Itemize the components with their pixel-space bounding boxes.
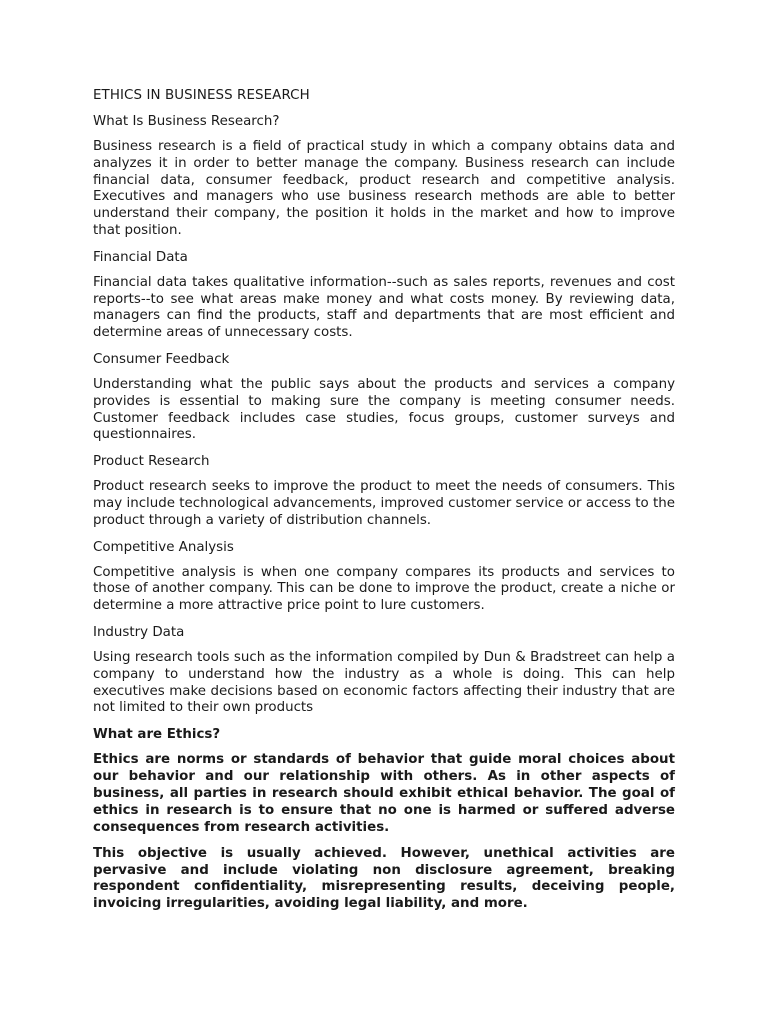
ethics-paragraph-1: Ethics are norms or standards of behavior that guide moral choices about our behavior and our relationship with others. As in other aspects of business, all parties in research should exhibit ethical behavior. The goal of ethics in research is to ensure that no one is harmed or suffered adverse consequences from research activities. (93, 752, 675, 835)
section-body-industry-data: Using research tools such as the information compiled by Dun & Bradstreet can help a company to understand how the industry as a whole is doing. This can help executives make decisions based on economic factors affecting their industry that are not limited to their own products (93, 649, 675, 716)
section-body-consumer-feedback: Understanding what the public says about the products and services a company provides is essential to making sure the company is meeting consumer needs. Customer feedback includes case studies, focus groups, customer surveys and questionnaires. (93, 376, 675, 443)
section-heading-financial-data: Financial Data (93, 249, 188, 265)
ethics-heading: What are Ethics? (93, 727, 221, 743)
section-heading-product-research: Product Research (93, 454, 210, 470)
section-heading-business-research: What Is Business Research? (93, 114, 280, 129)
section-body-financial-data: Financial data takes qualitative information--such as sales reports, revenues and cost reports--to see what areas make money and what costs money. By reviewing data, managers can find the products, staff and departments that are most efficient and determine areas of unnecessary costs. (93, 274, 675, 341)
section-heading-consumer-feedback: Consumer Feedback (93, 351, 230, 367)
ethics-paragraph-2: This objective is usually achieved. However, unethical activities are pervasive and include violating non disclosure agreement, breaking respondent confidentiality, misrepresenting results, deceiving people, invoicing irregularities, avoiding legal liability, and more. (93, 845, 675, 912)
section-body-business-research: Business research is a field of practical study in which a company obtains data and analyzes it in order to better manage the company. Business research can include financial data, consumer feedback, product research and competitive analysis. Executives and managers who use business research methods are able to better understand their company, the position it holds in the market and how to improve that position. (93, 139, 675, 238)
section-heading-competitive-analysis: Competitive Analysis (93, 539, 234, 555)
document-title: ETHICS IN BUSINESS RESEARCH (93, 88, 310, 103)
section-heading-industry-data: Industry Data (93, 624, 185, 640)
section-body-competitive-analysis: Competitive analysis is when one company compares its products and services to those of another company. This can be done to improve the product, create a niche or determine a more attractive price point to lure customers. (93, 564, 675, 614)
section-body-product-research: Product research seeks to improve the product to meet the needs of consumers. This may include technological advancements, improved customer service or access to the product through a variety of distribution channels. (93, 479, 675, 528)
